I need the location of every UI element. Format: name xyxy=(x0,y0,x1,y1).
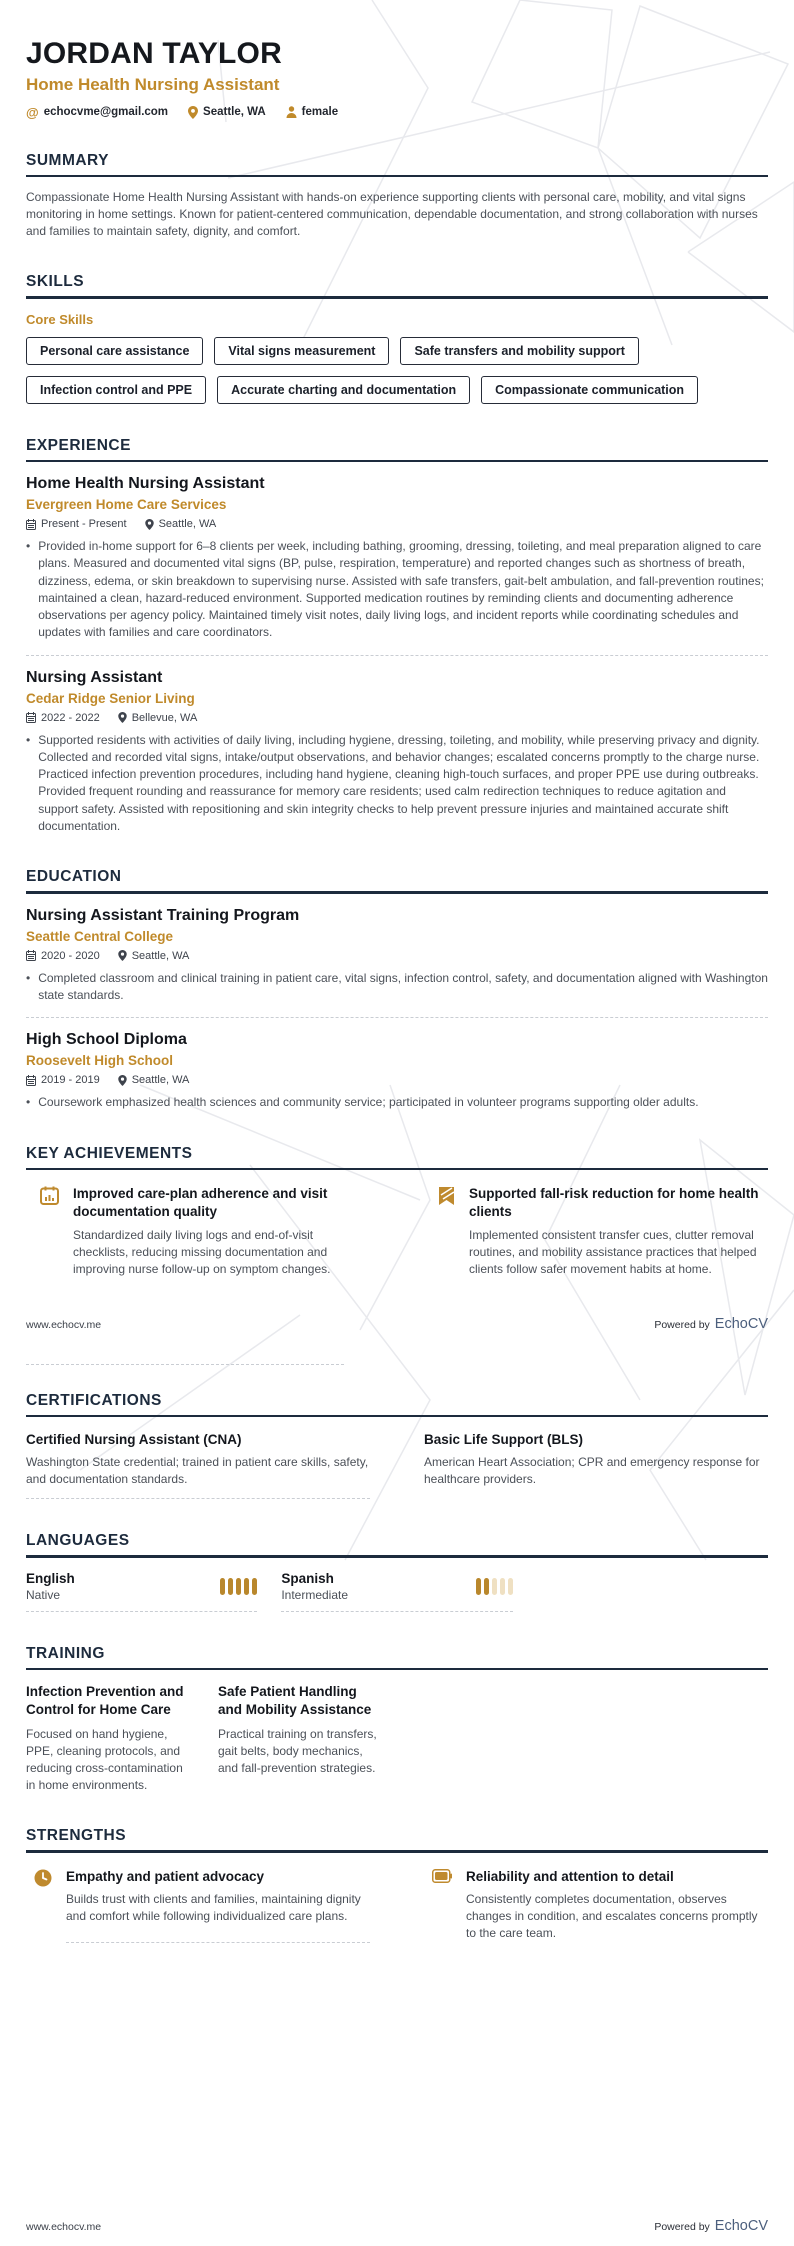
language-level: Intermediate xyxy=(281,1587,349,1602)
training-empty-cell xyxy=(410,1683,576,1794)
bottom-page-footer xyxy=(26,2218,768,2234)
bullet-item xyxy=(26,538,768,642)
education-location xyxy=(118,950,190,962)
contact-location xyxy=(188,106,266,119)
candidate-title: Home Health Nursing Assistant xyxy=(26,74,280,94)
candidate-name: JORDAN TAYLOR xyxy=(26,37,282,70)
certifications-grid xyxy=(26,1432,768,1499)
language-level: Native xyxy=(26,1587,61,1602)
experience-bullets xyxy=(26,732,768,836)
bullet-marker: • xyxy=(26,1095,31,1110)
proficiency-bar xyxy=(228,1578,233,1595)
language-item xyxy=(26,1571,257,1612)
summary-text: Compassionate Home Health Nursing Assistant with hands-on experience supporting clients with personal care, mobility, and vital signs monitoring in home settings. Known for patient-centered communication, dependable documentation, and strong collaboration with nurses and families to maintain safety, dignity, and comfort. xyxy=(26,190,758,239)
bullet-item xyxy=(26,732,768,836)
training-heading: TRAINING xyxy=(26,1644,105,1662)
training-empty-cell xyxy=(602,1683,768,1794)
certification-description: American Heart Association; CPR and emergency response for healthcare providers. xyxy=(424,1455,760,1487)
education-heading: EDUCATION xyxy=(26,868,122,886)
email-at-icon: @ xyxy=(26,104,39,120)
proficiency-bar xyxy=(500,1578,505,1595)
language-proficiency-bars xyxy=(476,1578,513,1595)
skill-chip: Infection control and PPE xyxy=(26,376,206,404)
achievement-description: Implemented consistent transfer cues, clutter removal routines, and mobility assistance practices that helped clients follow safer movement habits at home. xyxy=(469,1227,757,1276)
certification-title: Certified Nursing Assistant (CNA) xyxy=(26,1432,242,1448)
achievement-body xyxy=(469,1185,768,1278)
section-rule xyxy=(26,1555,768,1558)
training-title: Infection Prevention and Control for Home Care xyxy=(26,1684,184,1718)
language-name: English xyxy=(26,1570,75,1586)
education-entry xyxy=(26,907,768,1005)
education-title: High School Diploma xyxy=(26,1031,187,1049)
location-text: Seattle, WA xyxy=(158,518,217,531)
page-break-gap xyxy=(26,1332,768,1392)
bullet-text: Provided in-home support for 6–8 clients per week, including bathing, grooming, dressing, toileting, and meal preparation aligned to care plans. Measured and documented vital signs (BP, pulse, respiration, temperature) and reported changes such as shortness of breath, dizziness, edema, or skin breakdown to supervising nurse. Assisted with safe transfers, gait-belt ambulation, and fall-prevention routines; maintained a clean, hazard-reduced environment. Supported medication routines by reminding clients and documenting adherence observations per agency policy. Maintained timely visit notes, daily living logs, and incident reports while coordinating schedules and updates with families and care coordinators. xyxy=(38,539,764,640)
brand-logo: EchoCV xyxy=(714,2218,768,2234)
section-key-achievements xyxy=(26,1145,768,1278)
training-description: Focused on hand hygiene, PPE, cleaning protocols, and reducing cross-contamination in home environments. xyxy=(26,1726,183,1793)
experience-location xyxy=(118,712,198,724)
section-education xyxy=(26,868,768,1111)
location-text: Seattle, WA xyxy=(131,949,190,962)
education-school: Seattle Central College xyxy=(26,928,174,944)
proficiency-bar xyxy=(236,1578,241,1595)
section-training xyxy=(26,1645,768,1794)
page-break-dashed-line xyxy=(26,1364,344,1365)
strength-title: Empathy and patient advocacy xyxy=(66,1868,265,1884)
section-rule xyxy=(26,175,768,178)
achievements-grid xyxy=(26,1185,768,1278)
period-text: 2020 - 2020 xyxy=(41,949,100,962)
experience-title: Nursing Assistant xyxy=(26,668,163,686)
proficiency-bar xyxy=(476,1578,481,1595)
skill-chip: Vital signs measurement xyxy=(214,337,389,365)
section-languages xyxy=(26,1532,768,1612)
training-description: Practical training on transfers, gait belts, body mechanics, and fall-prevention strategies. xyxy=(218,1726,377,1776)
certification-description: Washington State credential; trained in patient care skills, safety, and documentation standards. xyxy=(26,1455,369,1487)
bullet-marker: • xyxy=(26,970,31,985)
proficiency-bar xyxy=(244,1578,249,1595)
gender-text: female xyxy=(301,106,339,118)
summary-heading: SUMMARY xyxy=(26,151,110,169)
language-proficiency-bars xyxy=(220,1578,257,1595)
contact-email[interactable] xyxy=(26,106,168,119)
calendar-chart-icon xyxy=(40,1186,59,1205)
education-bullets xyxy=(26,1094,768,1111)
experience-period xyxy=(26,518,127,530)
email-text: echocvme@gmail.com xyxy=(43,106,169,118)
key-achievements-heading: KEY ACHIEVEMENTS xyxy=(26,1144,193,1162)
experience-title: Home Health Nursing Assistant xyxy=(26,475,265,493)
section-rule xyxy=(26,1415,768,1418)
bookmark-icon xyxy=(438,1186,455,1206)
certification-title: Basic Life Support (BLS) xyxy=(424,1432,584,1448)
calendar-icon xyxy=(26,712,36,723)
strength-description: Builds trust with clients and families, maintaining dignity and comfort while following individualized care plans. xyxy=(66,1892,361,1924)
education-entry xyxy=(26,1031,768,1111)
proficiency-bar xyxy=(252,1578,257,1595)
certification-item xyxy=(424,1432,768,1499)
entry-divider xyxy=(26,1017,768,1018)
powered-by xyxy=(654,1316,768,1332)
languages-grid xyxy=(26,1571,768,1612)
page-footer xyxy=(26,1316,768,1332)
period-text: Present - Present xyxy=(41,518,127,531)
bullet-text: Supported residents with activities of daily living, including hygiene, dressing, toileting, and mobility, while preserving privacy and dignity. Collected and recorded vital signs, intake/output observations, and behavior changes; escalated concerns promptly to the charge nurse. Practiced infection prevention procedures, including hand hygiene, cleaning high-touch surfaces, and proper PPE use during outbreaks. Provided frequent rounding and reassurance for memory care residents; used calm redirection techniques to reduce agitation and support safety. Assisted with repositioning and skin integrity checks to help prevent pressure injuries and maintained accurate shift documentation. xyxy=(38,732,760,834)
experience-heading: EXPERIENCE xyxy=(26,436,131,454)
education-meta xyxy=(26,1074,768,1086)
section-summary xyxy=(26,152,768,241)
achievement-item xyxy=(26,1185,370,1278)
section-rule xyxy=(26,1668,768,1671)
period-text: 2022 - 2022 xyxy=(41,711,100,724)
education-period xyxy=(26,950,100,962)
experience-location xyxy=(145,518,217,530)
education-meta xyxy=(26,950,768,962)
bullet-text: Completed classroom and clinical training in patient care, vital signs, infection control, safety, and documentation aligned with Washington state standards. xyxy=(38,970,768,1003)
proficiency-bar xyxy=(492,1578,497,1595)
section-rule xyxy=(26,1850,768,1853)
education-title: Nursing Assistant Training Program xyxy=(26,906,300,924)
period-text: 2019 - 2019 xyxy=(41,1074,100,1087)
strengths-heading: STRENGTHS xyxy=(26,1827,127,1845)
calendar-icon xyxy=(26,950,36,961)
experience-company: Evergreen Home Care Services xyxy=(26,497,227,513)
achievement-item xyxy=(424,1185,768,1278)
languages-heading: LANGUAGES xyxy=(26,1532,130,1550)
bullet-marker: • xyxy=(26,539,31,554)
section-rule xyxy=(26,460,768,463)
entry-divider xyxy=(26,655,768,656)
skill-chip: Safe transfers and mobility support xyxy=(400,337,638,365)
person-icon xyxy=(286,106,297,118)
language-labels xyxy=(26,1571,75,1602)
location-pin-icon xyxy=(118,1075,127,1086)
strength-body xyxy=(466,1868,768,1943)
achievement-body xyxy=(73,1185,370,1278)
training-item xyxy=(26,1683,192,1794)
bullet-text: Coursework emphasized health sciences and community service; participated in volunteer programs supporting older adults. xyxy=(38,1095,699,1110)
education-school: Roosevelt High School xyxy=(26,1053,174,1069)
calendar-icon xyxy=(26,519,36,530)
location-text: Bellevue, WA xyxy=(131,711,198,724)
clock-icon xyxy=(34,1869,52,1887)
language-item xyxy=(281,1571,512,1612)
experience-meta xyxy=(26,518,768,530)
site-link[interactable]: www.echocv.me xyxy=(26,1318,102,1331)
education-location xyxy=(118,1074,190,1086)
contact-gender xyxy=(286,106,338,118)
achievement-description: Standardized daily living logs and end-of-visit checklists, reducing missing documentation and improving nurse follow-up on symptom changes. xyxy=(73,1227,331,1276)
powered-by-text: Powered by xyxy=(654,1318,710,1331)
resume-header xyxy=(26,38,768,119)
section-experience xyxy=(26,437,768,836)
language-name: Spanish xyxy=(281,1570,334,1586)
section-rule xyxy=(26,296,768,299)
brand-logo: EchoCV xyxy=(714,1315,768,1332)
strength-body xyxy=(66,1868,370,1943)
skill-chip: Personal care assistance xyxy=(26,337,203,365)
experience-bullets xyxy=(26,538,768,642)
experience-meta xyxy=(26,712,768,724)
training-title: Safe Patient Handling and Mobility Assistance xyxy=(218,1684,372,1718)
experience-entry xyxy=(26,475,768,642)
skill-chips xyxy=(26,337,768,404)
contact-row xyxy=(26,106,768,119)
skills-group-label: Core Skills xyxy=(26,311,94,327)
strength-description: Consistently completes documentation, observes changes in condition, and escalates concerns promptly to the care team. xyxy=(466,1892,758,1941)
location-pin-icon xyxy=(118,712,127,723)
proficiency-bar xyxy=(508,1578,513,1595)
achievement-title: Improved care-plan adherence and visit documentation quality xyxy=(73,1186,328,1219)
strength-title: Reliability and attention to detail xyxy=(466,1868,674,1884)
certifications-heading: CERTIFICATIONS xyxy=(26,1391,162,1409)
experience-entry xyxy=(26,669,768,836)
education-bullets xyxy=(26,970,768,1005)
section-skills xyxy=(26,273,768,404)
location-pin-icon xyxy=(145,519,154,530)
strengths-grid xyxy=(26,1868,768,1943)
skill-chip: Compassionate communication xyxy=(481,376,698,404)
achievement-title: Supported fall-risk reduction for home health clients xyxy=(469,1186,759,1219)
certification-item xyxy=(26,1432,370,1499)
section-rule xyxy=(26,1168,768,1171)
location-pin-icon xyxy=(118,950,127,961)
battery-icon xyxy=(432,1869,452,1883)
strength-item xyxy=(424,1868,768,1943)
education-period xyxy=(26,1074,100,1086)
language-labels xyxy=(281,1571,348,1602)
proficiency-bar xyxy=(220,1578,225,1595)
section-certifications xyxy=(26,1392,768,1500)
skills-heading: SKILLS xyxy=(26,273,85,291)
bullet-item xyxy=(26,970,768,1005)
training-item xyxy=(218,1683,384,1794)
language-empty-cell xyxy=(537,1571,768,1612)
skill-chip: Accurate charting and documentation xyxy=(217,376,470,404)
powered-by-text: Powered by xyxy=(654,2221,710,2233)
experience-period xyxy=(26,712,100,724)
bullet-item xyxy=(26,1094,768,1111)
calendar-icon xyxy=(26,1075,36,1086)
section-strengths xyxy=(26,1827,768,1942)
site-link[interactable]: www.echocv.me xyxy=(26,2221,102,2233)
powered-by xyxy=(654,2218,768,2234)
location-pin-icon xyxy=(188,106,198,119)
proficiency-bar xyxy=(484,1578,489,1595)
location-text: Seattle, WA xyxy=(203,106,266,118)
location-text: Seattle, WA xyxy=(131,1074,190,1087)
section-rule xyxy=(26,891,768,894)
experience-company: Cedar Ridge Senior Living xyxy=(26,690,195,706)
bullet-marker: • xyxy=(26,732,31,747)
training-grid xyxy=(26,1683,768,1794)
strength-item xyxy=(26,1868,370,1943)
